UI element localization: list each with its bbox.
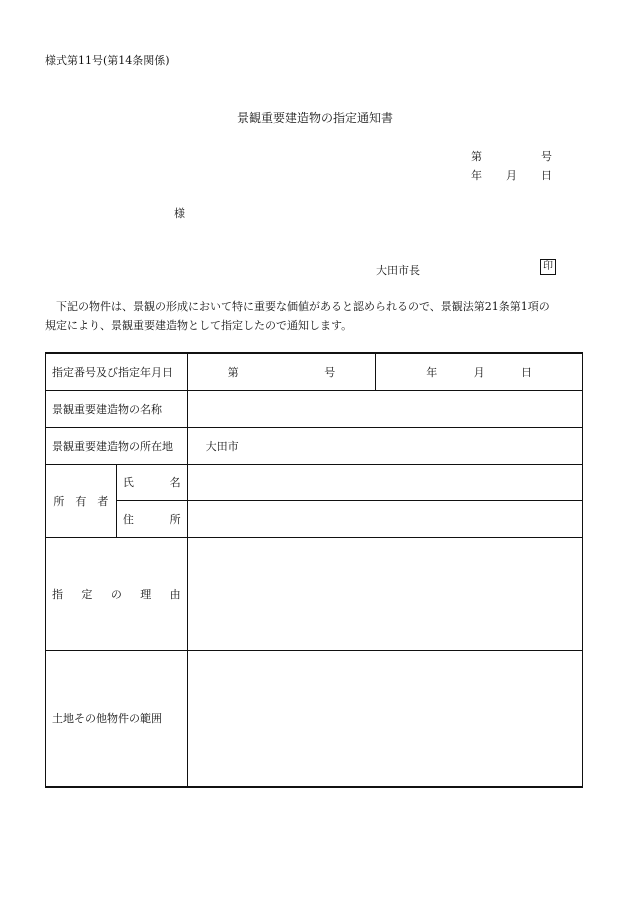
designation-number-date-label: 指定番号及び指定年月日 bbox=[46, 353, 188, 390]
table-row bbox=[46, 464, 583, 500]
building-name-value[interactable] bbox=[187, 390, 582, 427]
table-row bbox=[46, 390, 583, 427]
reason-char-2: 定 bbox=[81, 587, 93, 601]
form-number: 様式第11号(第14条関係) bbox=[45, 54, 170, 67]
reason-char-5: 由 bbox=[169, 587, 181, 601]
notice-body bbox=[45, 297, 585, 335]
property-scope-label: 土地その他物件の範囲 bbox=[46, 650, 188, 787]
owner-name-value[interactable] bbox=[187, 464, 582, 500]
table-row bbox=[46, 650, 583, 787]
building-name-label: 景観重要建造物の名称 bbox=[46, 390, 188, 427]
designation-date-cell[interactable] bbox=[376, 353, 583, 390]
designation-reason-value[interactable] bbox=[187, 537, 582, 650]
designation-number-cell[interactable] bbox=[187, 353, 376, 390]
table-row bbox=[46, 427, 583, 464]
reference-number-suffix: 号 bbox=[541, 150, 552, 163]
notice-body-line-1: 下記の物件は、景観の形成において特に重要な価値があると認められるので、景観法第21条第1項の bbox=[56, 300, 550, 313]
designation-table bbox=[45, 352, 583, 788]
property-scope-value[interactable] bbox=[187, 650, 582, 787]
date-month-label: 月 bbox=[506, 169, 517, 182]
owner-address-char-2: 所 bbox=[169, 512, 181, 526]
reason-char-1: 指 bbox=[52, 587, 63, 601]
owner-name-label bbox=[116, 464, 187, 500]
owner-name-char-2: 名 bbox=[169, 476, 181, 489]
reason-char-3: の bbox=[110, 587, 122, 601]
owner-label: 所 有 者 bbox=[46, 464, 117, 537]
designation-number-suffix: 号 bbox=[324, 365, 336, 379]
table-row bbox=[46, 353, 583, 390]
document-title: 景観重要建造物の指定通知書 bbox=[236, 111, 393, 125]
reason-char-4: 理 bbox=[140, 587, 152, 601]
designation-year-label: 年 bbox=[426, 365, 438, 379]
date-year-label: 年 bbox=[471, 169, 482, 182]
owner-address-char-1: 住 bbox=[122, 512, 134, 526]
building-location-value[interactable]: 大田市 bbox=[187, 427, 582, 464]
table-row bbox=[46, 500, 583, 537]
owner-name-char-1: 氏 bbox=[122, 476, 134, 489]
seal-mark: 印 bbox=[540, 259, 556, 275]
designation-reason-label bbox=[46, 537, 188, 650]
notice-body-line-2: 規定により、景観重要建造物として指定したので通知します。 bbox=[45, 319, 353, 332]
designation-number-prefix: 第 bbox=[227, 365, 239, 379]
owner-address-value[interactable] bbox=[187, 500, 582, 537]
table-row bbox=[46, 537, 583, 650]
building-location-label: 景観重要建造物の所在地 bbox=[46, 427, 188, 464]
owner-address-label bbox=[116, 500, 187, 537]
designation-month-label: 月 bbox=[473, 365, 485, 379]
date-day-label: 日 bbox=[541, 169, 552, 182]
reference-number-prefix: 第 bbox=[471, 150, 482, 163]
addressee-suffix: 様 bbox=[174, 207, 185, 220]
issuer-name: 大田市長 bbox=[376, 264, 420, 277]
designation-day-label: 日 bbox=[520, 365, 532, 379]
